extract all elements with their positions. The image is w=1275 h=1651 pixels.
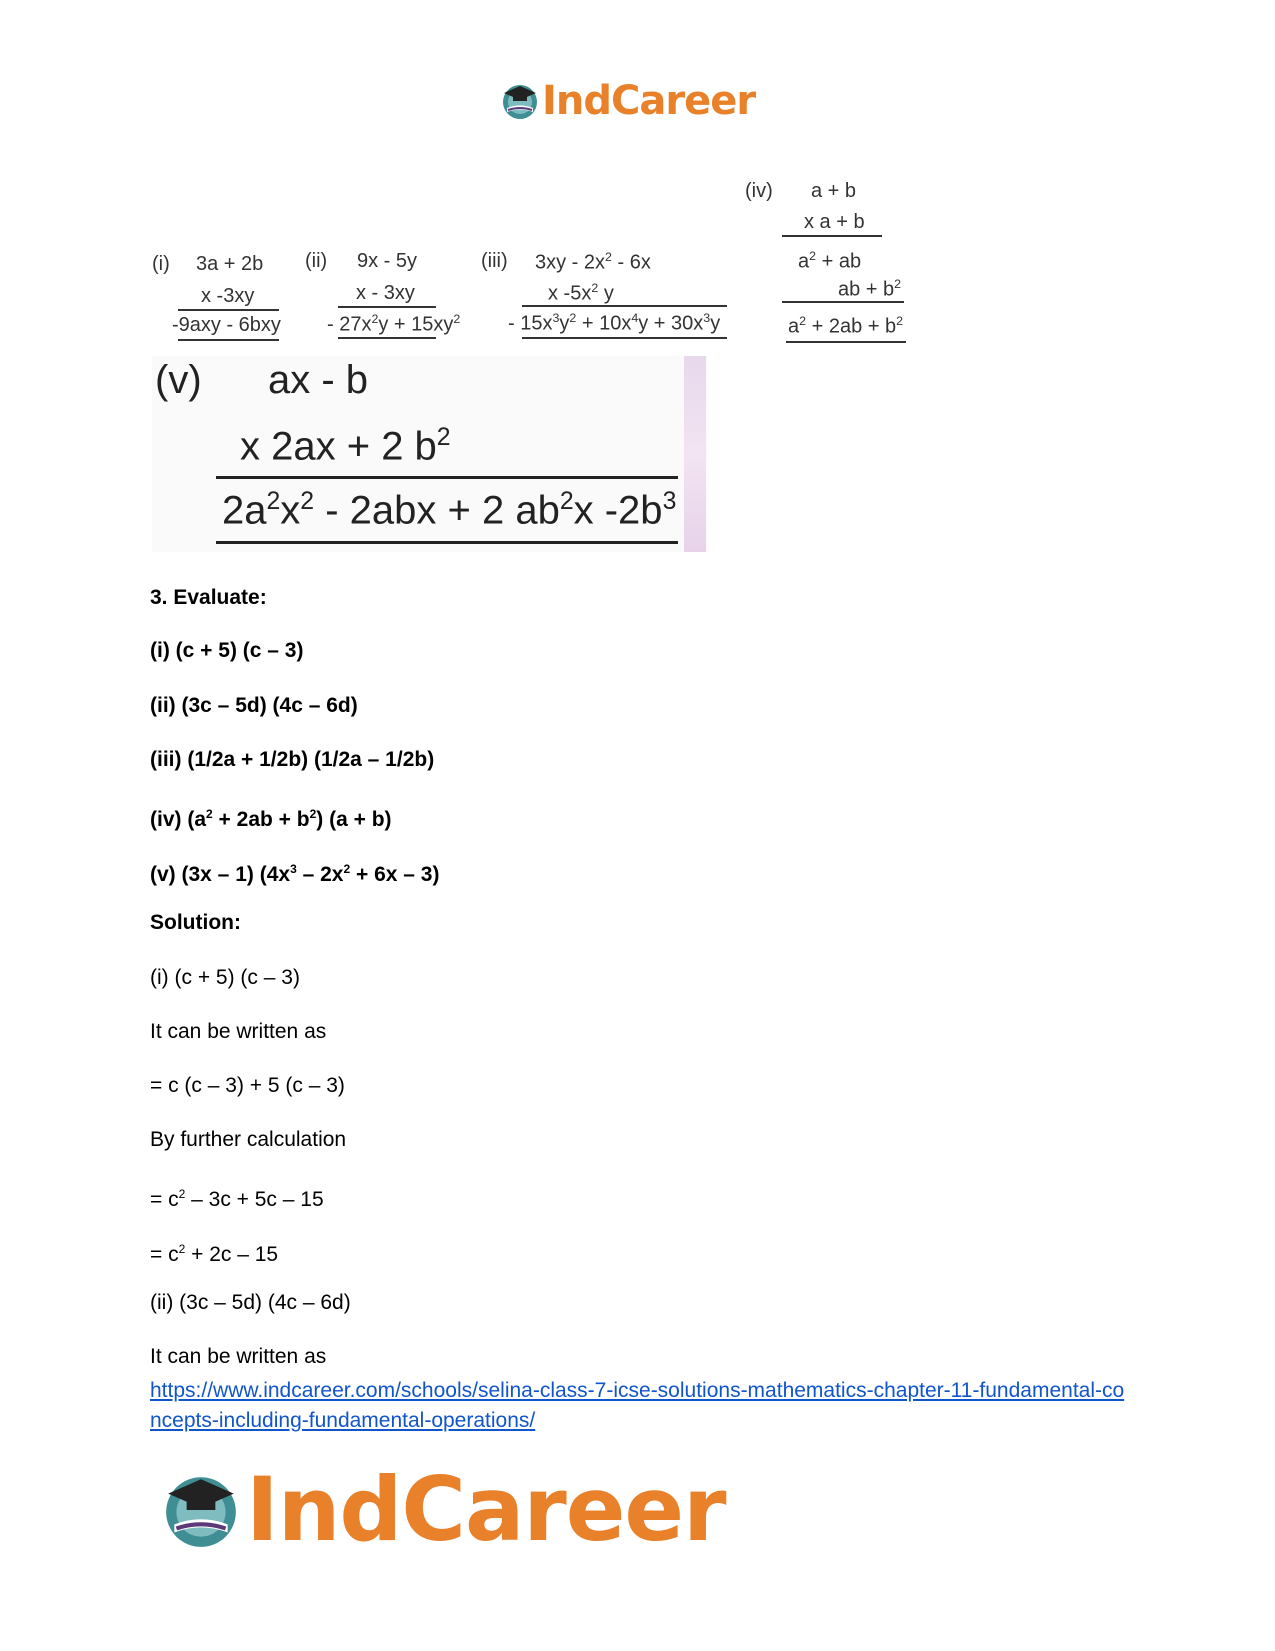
question-item-5: (v) (3x – 1) $(4x^3 - 2x^2 + 6x - 3)$ [150,862,440,886]
header-logo [500,78,755,124]
question-item-1: (i) (c + 5) (c – 3) [150,639,304,662]
header-logo-text: IndCareer [542,78,756,124]
solution-line-7: (ii) (3c – 5d) (4c – 6d) [150,1291,351,1314]
footer-logo-text: IndCareer [246,1458,726,1561]
solution-heading: Solution: [150,911,241,934]
footer-logo [160,1458,726,1561]
question-title: 3. Evaluate: [150,586,267,609]
math-image-v-edge [684,356,706,552]
solution-line-4: By further calculation [150,1128,347,1151]
solution-line-2: It can be written as [150,1020,327,1043]
question-item-2: (ii) (3c – 5d) (4c – 6d) [150,694,358,717]
graduation-cap-icon [160,1469,242,1551]
solution-line-1: (i) (c + 5) (c – 3) [150,966,300,989]
solution-line-5: = $c^2 - 3c + 5c - 15$ [150,1187,324,1211]
question-item-4: (iv) $(a^2 + 2ab + b^2) (a + b)$ [150,807,392,831]
question-item-3: (iii) (1/2a + 1/2b) (1/2a – 1/2b) [150,748,435,771]
source-link[interactable]: https://www.indcareer.com/schools/selina-class-7-icse-solutions-mathematics-chapter-11-fundamental-concepts-including-fundamental-operations/ [150,1379,1125,1432]
solution-line-6: = $c^2 + 2c - 15$ [150,1242,279,1266]
graduation-cap-icon [500,81,540,121]
solution-line-3: = c (c – 3) + 5 (c – 3) [150,1074,345,1097]
solution-line-8: It can be written as [150,1345,327,1368]
